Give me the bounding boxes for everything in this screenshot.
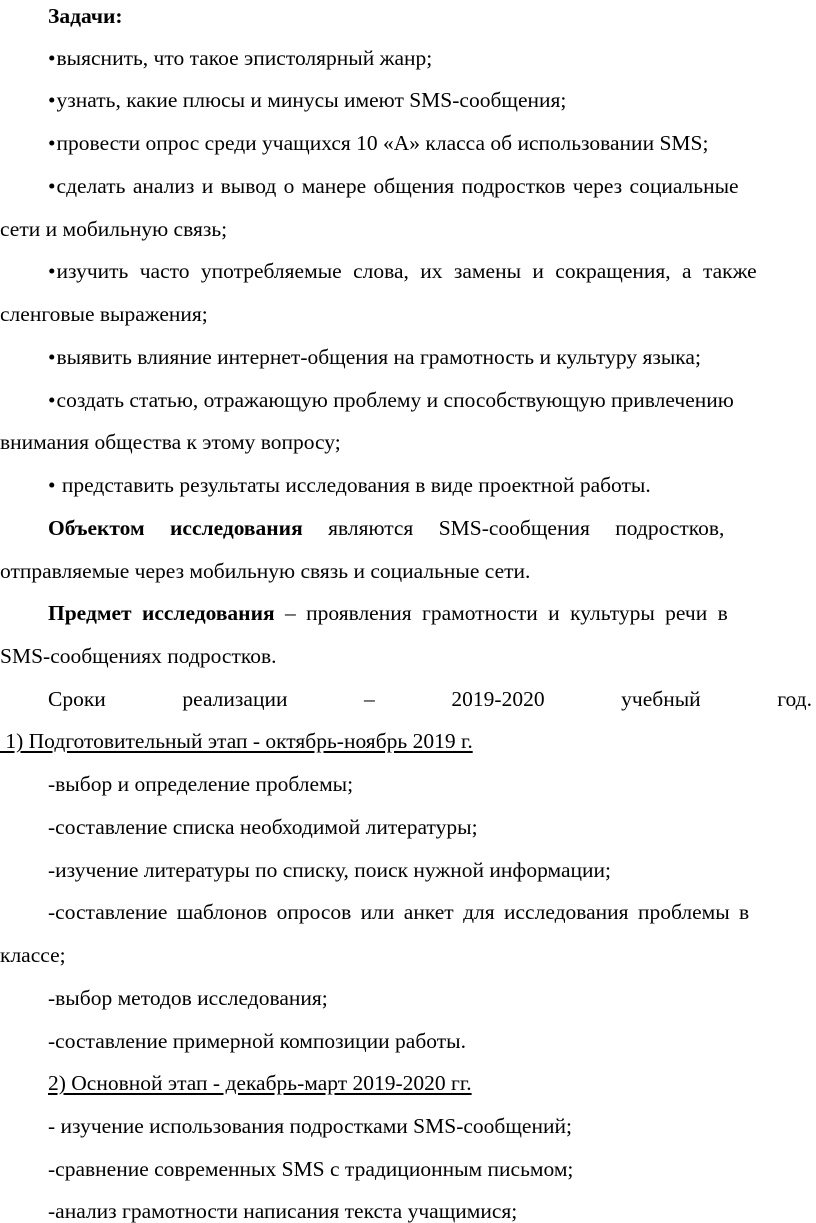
timeline-line: Сроки реализации – 2019-2020 учебный год. (48, 687, 812, 711)
bullet-icon: • (48, 473, 56, 497)
stage2-item: - изучение использования подростками SMS-сообщений; (48, 1114, 572, 1138)
task-item (0, 176, 816, 198)
task-item-text: создать статью, отражающую проблему и способствующую привлечению (56, 388, 734, 412)
bullet-icon: • (48, 131, 56, 155)
object-text-continuation: отправляемые через мобильную связь и социальные сети. (0, 559, 531, 583)
stage1-item: -изучение литературы по списку, поиск нужной информации; (48, 858, 611, 882)
task-item-text: выявить влияние интернет-общения на грамотность и культуру языка; (56, 345, 701, 369)
stage1-item-continuation: классе; (0, 943, 66, 967)
task-item-text: изучить часто употребляемые слова, их замены и сокращения, а также (56, 259, 757, 283)
tasks-heading: Задачи: (48, 4, 123, 28)
object-label: Объектом исследования (48, 516, 303, 540)
stage1-item: -составление списка необходимой литературы; (48, 815, 478, 839)
task-item-text: сделать анализ и вывод о манере общения подростков через социальные (56, 174, 739, 198)
task-item (0, 390, 816, 412)
task-item (0, 261, 816, 283)
stage2-item: -сравнение современных SMS с традиционным письмом; (48, 1157, 574, 1181)
object-paragraph (0, 518, 816, 540)
bullet-icon: • (48, 88, 56, 112)
bullet-icon: • (48, 388, 56, 412)
stage2-item: -анализ грамотности написания текста учащимися; (48, 1199, 518, 1223)
subject-text: – проявления грамотности и культуры речи в (274, 601, 728, 625)
task-item-text: представить результаты исследования в виде проектной работы. (56, 473, 651, 497)
stage1-title (0, 731, 816, 753)
subject-paragraph (0, 603, 816, 625)
stage2-title-text: 2) Основной этап - декабрь-март 2019-2020 гг. (48, 1071, 472, 1095)
bullet-icon: • (48, 174, 56, 198)
stage1-item: -выбор и определение проблемы; (48, 772, 354, 796)
bullet-icon: • (48, 46, 56, 70)
subject-label: Предмет исследования (48, 601, 275, 625)
task-item-text: выяснить, что такое эпистолярный жанр; (56, 46, 433, 70)
stage1-item: -составление шаблонов опросов или анкет для исследования проблемы в (48, 900, 750, 924)
task-item-text: узнать, какие плюсы и минусы имеют SMS-сообщения; (56, 88, 567, 112)
task-item-continuation: сленговые выражения; (0, 302, 208, 326)
stage1-title-text: 1) Подготовительный этап - октябрь-ноябрь 2019 г. (0, 729, 473, 753)
task-item (0, 475, 816, 497)
task-item (0, 347, 816, 369)
task-item (0, 90, 816, 112)
object-text: являются SMS-сообщения подростков, (302, 516, 725, 540)
task-item-text: провести опрос среди учащихся 10 «А» класса об использовании SMS; (56, 131, 709, 155)
bullet-icon: • (48, 259, 56, 283)
stage1-item: -составление примерной композиции работы. (48, 1029, 466, 1053)
task-item-continuation: сети и мобильную связь; (0, 217, 228, 241)
stage2-title (0, 1073, 816, 1095)
task-item-continuation: внимания общества к этому вопросу; (0, 430, 341, 454)
subject-text-continuation: SMS-сообщениях подростков. (0, 644, 277, 668)
stage1-item: -выбор методов исследования; (48, 986, 328, 1010)
task-item (0, 48, 816, 70)
task-item (0, 133, 816, 155)
bullet-icon: • (48, 345, 56, 369)
